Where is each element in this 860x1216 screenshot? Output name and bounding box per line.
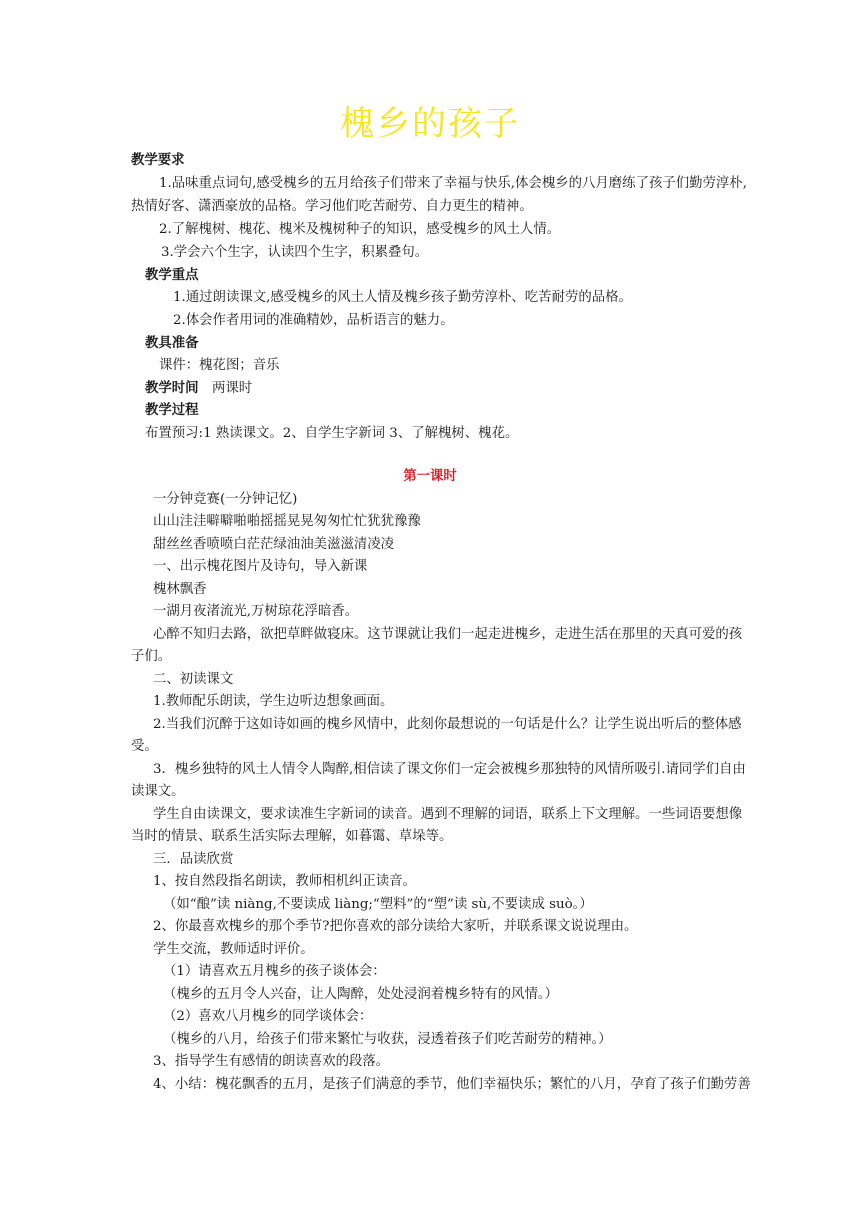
body-line: （如“酿”读 niàng,不要读成 liàng;“塑料”的“塑”读 sù,不要读成 suò。） [163, 897, 593, 912]
body-line: 1、按自然段指名朗读，教师相机纠正读音。 [153, 874, 416, 889]
body-line: 2.当我们沉醉于这如诗如画的槐乡风情中，此刻你最想说的一句话是什么？让学生说出听后的整体感 [153, 717, 742, 732]
body-line: 山山洼洼噼噼啪啪摇摇晃晃匆匆忙忙犹犹豫豫 [153, 514, 421, 529]
body-line: （1）请喜欢五月槐乡的孩子谈体会： [163, 964, 386, 979]
section-label: 教学重点 [145, 268, 199, 283]
document-title: 槐乡的孩子 [340, 104, 520, 144]
body-line: 学生交流，教师适时评价。 [153, 942, 314, 957]
body-line: 当时的情景、联系生活实际去理解，如暮霭、草垛等。 [131, 829, 453, 844]
body-line: 3.学会六个生字，认读四个生字，积累叠句。 [161, 245, 429, 260]
body-line: （槐乡的八月，给孩子们带来繁忙与收获，浸透着孩子们吃苦耐劳的精神。） [163, 1032, 612, 1047]
body-line: 一分钟竞赛(一分钟记忆) [153, 492, 298, 507]
body-line: 一湖月夜渚流光,万树琼花浮暗香。 [153, 604, 359, 619]
body-line: 三．品读欣赏 [153, 852, 234, 867]
body-line: 读课文。 [131, 784, 185, 799]
body-line: 甜丝丝香喷喷白茫茫绿油油美滋滋清凌凌 [153, 537, 395, 552]
body-line: 2.体会作者用词的准确精妙，品析语言的魅力。 [173, 313, 454, 328]
body-line: 热情好客、潇洒豪放的品格。学习他们吃苦耐劳、自力更生的精神。 [131, 199, 533, 214]
body-line: 布置预习:1 熟读课文。2、自学生字新词 3、了解槐树、槐花。 [145, 426, 519, 441]
body-line: 槐林飘香 [153, 582, 207, 597]
body-line: （2）喜欢八月槐乡的同学谈体会： [163, 1009, 373, 1024]
body-line: 二、初读课文 [153, 672, 234, 687]
section-label: 教学时间 两课时 [145, 381, 253, 396]
section-label: 教具准备 [145, 336, 199, 351]
body-line: 课件：槐花图；音乐 [159, 358, 280, 373]
body-line: 子们。 [131, 649, 172, 664]
body-line: （槐乡的五月令人兴奋，让人陶醉，处处浸润着槐乡特有的风情。） [163, 987, 559, 1002]
body-line: 1.通过朗读课文,感受槐乡的风土人情及槐乡孩子勤劳淳朴、吃苦耐劳的品格。 [173, 290, 632, 305]
body-line: 2.了解槐树、槐花、槐米及槐树种子的知识，感受槐乡的风土人情。 [159, 222, 561, 237]
section-heading: 第一课时 [403, 469, 457, 484]
body-line: 学生自由读课文，要求读准生字新词的读音。遇到不理解的词语，联系上下文理解。一些词语要想像 [153, 807, 743, 822]
body-line: 一、出示槐花图片及诗句，导入新课 [153, 559, 368, 574]
body-line: 2、你最喜欢槐乡的那个季节?把你喜欢的部分读给大家听，并联系课文说说理由。 [153, 919, 638, 934]
section-label: 教学过程 [145, 403, 199, 418]
body-line: 4、小结：槐花飘香的五月，是孩子们满意的季节，他们幸福快乐；繁忙的八月，孕育了孩子们勤劳善 [153, 1077, 751, 1092]
body-line: 1.品味重点词句,感受槐乡的五月给孩子们带来了幸福与快乐,体会槐乡的八月磨练了孩子们勤劳淳朴, [159, 176, 747, 191]
section-label: 教学要求 [131, 153, 185, 168]
label-value: 两课时 [198, 381, 253, 396]
body-line: 1.教师配乐朗读，学生边听边想象画面。 [153, 694, 394, 709]
body-line: 受。 [131, 739, 158, 754]
body-line: 心醉不知归去路，欲把草畔做寝床。这节课就让我们一起走进槐乡，走进生活在那里的天真可爱的孩 [153, 627, 743, 642]
body-line: 3、指导学生有感情的朗读喜欢的段落。 [153, 1054, 390, 1069]
body-line: 3．槐乡独特的风土人情令人陶醉,相信读了课文你们一定会被槐乡那独特的风情所吸引.请同学们自由 [153, 762, 746, 777]
